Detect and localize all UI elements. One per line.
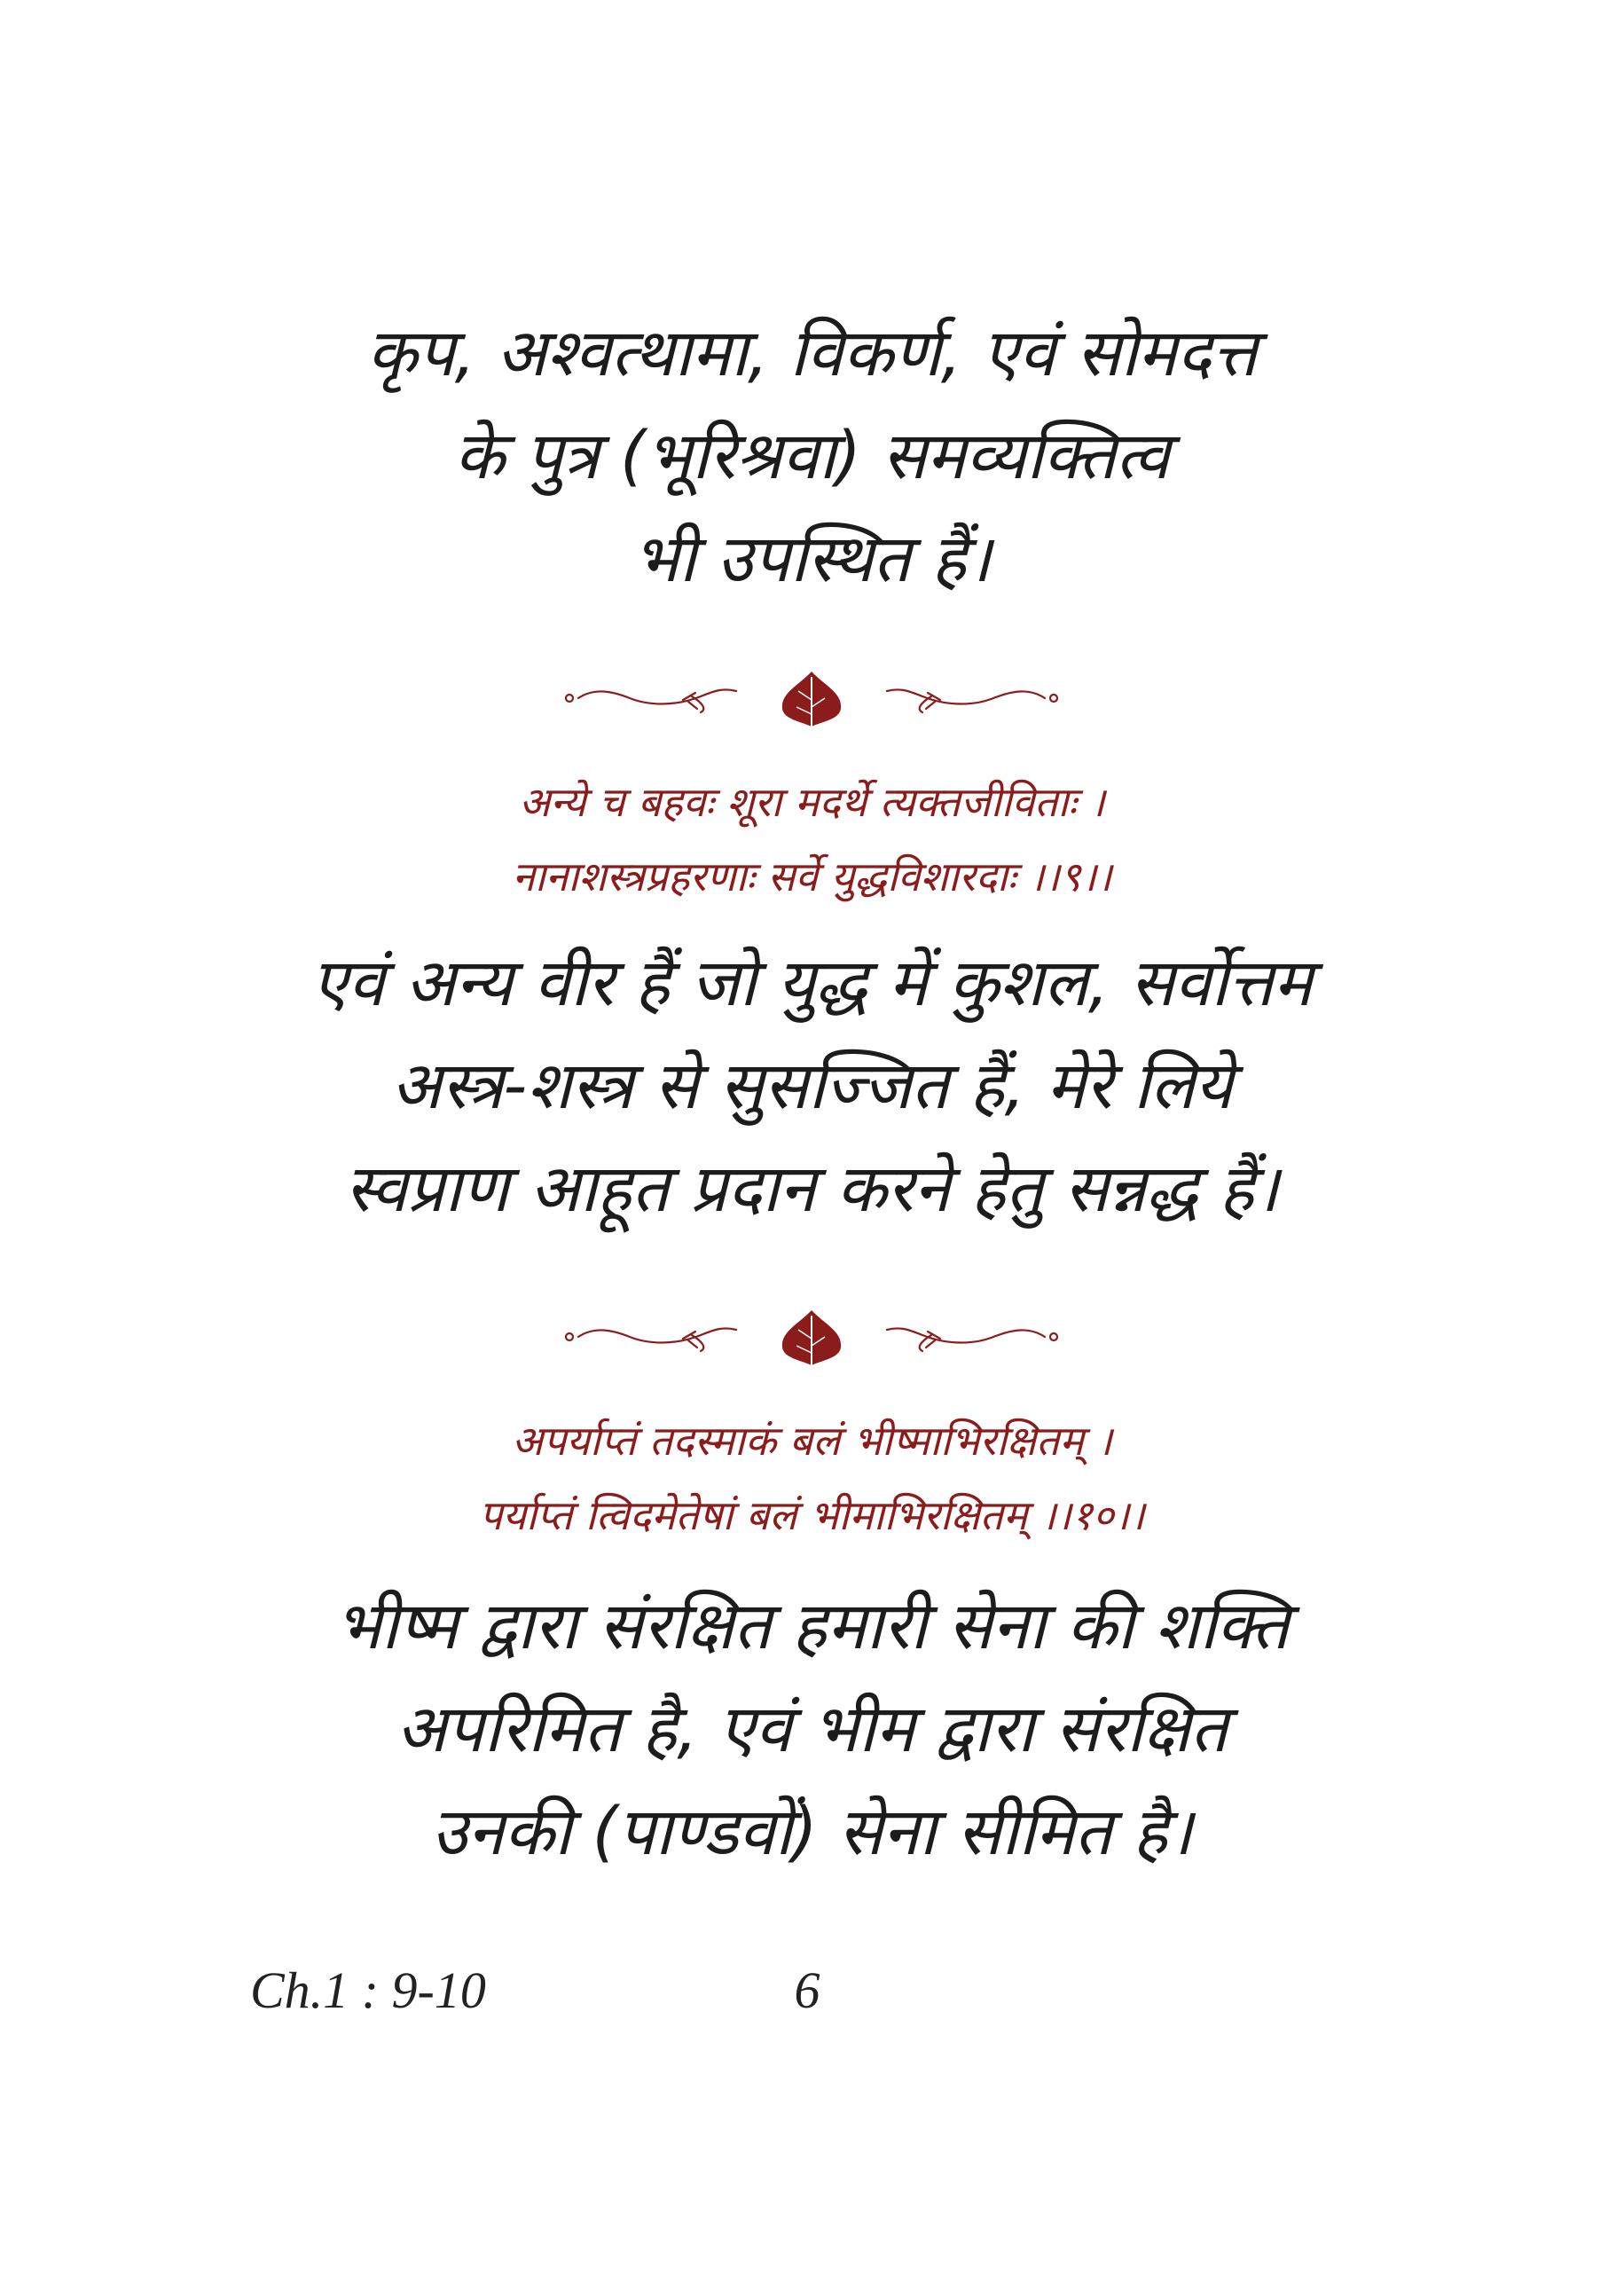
- translation-line: अस्त्र-शस्त्र से सुसज्जित हैं, मेरे लिये: [391, 1048, 1233, 1124]
- translation-line: के पुत्र (भूरिश्रवा) समव्यक्तित्व: [454, 418, 1170, 494]
- translation-block-1: [0, 302, 1624, 610]
- translation-block-3: [0, 1575, 1624, 1883]
- translation-line: एवं अन्य वीर हैं जो युद्ध में कुशल, सर्वोत्तम: [311, 945, 1313, 1021]
- translation-line: भी उपस्थित हैं।: [632, 521, 992, 597]
- sanskrit-verse-10: [0, 1403, 1624, 1552]
- verse-line: अपर्याप्तं तदस्माकं बलं भीष्माभिरक्षितम् ।: [512, 1417, 1112, 1465]
- verse-line: अन्ये च बहवः शूरा मदर्थे त्यक्तजीविताः ।: [519, 778, 1105, 826]
- peepal-leaf-flourish-icon: [559, 1300, 1064, 1371]
- translation-block-2: [0, 931, 1624, 1240]
- translation-line: अपरिमित है, एवं भीम द्वारा संरक्षित: [396, 1691, 1228, 1767]
- peepal-leaf-flourish-icon: [559, 661, 1064, 732]
- sanskrit-verse-9: [0, 765, 1624, 914]
- translation-line: स्वप्राण आहूत प्रदान करने हेतु सन्नद्ध हैं।: [345, 1151, 1279, 1227]
- translation-line: उनकी (पाण्डवों) सेना सीमित है।: [431, 1794, 1193, 1870]
- chapter-reference: Ch.1 : 9-10: [250, 1961, 486, 2019]
- translation-line: कृप, अश्वत्थामा, विकर्ण, एवं सोमदत्त: [366, 315, 1258, 391]
- verse-line: नानाशस्त्रप्रहरणाः सर्वे युद्धविशारदाः ।।९।।: [512, 853, 1112, 900]
- verse-line: पर्याप्तं त्विदमेतेषां बलं भीमाभिरक्षितम् ।।१०।।: [479, 1491, 1145, 1539]
- page-number: 6: [794, 1961, 820, 2019]
- translation-line: भीष्म द्वारा संरक्षित हमारी सेना की शक्ति: [334, 1588, 1290, 1664]
